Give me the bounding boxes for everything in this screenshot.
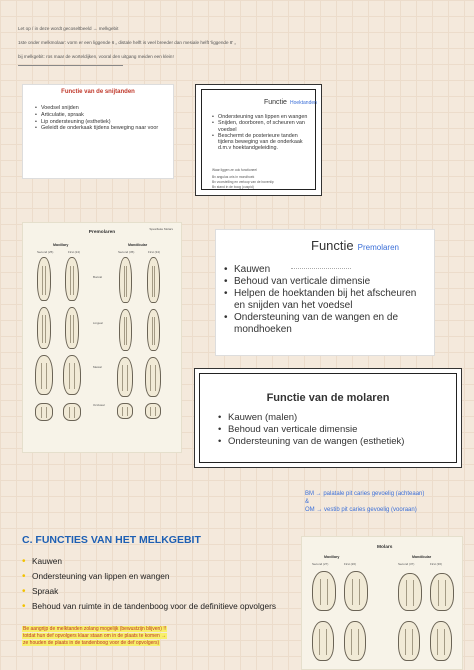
slide-list bbox=[224, 264, 428, 336]
tooth-drawing bbox=[147, 309, 160, 351]
caries-note bbox=[305, 490, 424, 514]
tooth-drawing bbox=[344, 621, 366, 661]
highlight-note: ze houden de plaats in de tandenboog voor de def opvolgers) bbox=[23, 640, 160, 646]
list-item: • Ondersteuning van lippen en wangen bbox=[212, 114, 309, 120]
slide-title bbox=[311, 238, 399, 253]
caries-note-line: OM → vestib pit caries gevoelig (vooraan) bbox=[305, 507, 417, 513]
tooth-drawing bbox=[35, 403, 53, 421]
tooth-drawing bbox=[430, 621, 452, 661]
note-line-3: bij melkgebit: ros maar de worteldijken, vooral den uitgang meiden een klein! bbox=[18, 54, 174, 59]
row-label: Lingual bbox=[93, 321, 103, 325]
list-item: • Behoud van verticale dimensie bbox=[224, 276, 428, 288]
list-item: • Voedsel snijden bbox=[35, 105, 173, 112]
slide-title bbox=[264, 99, 317, 106]
chart-title: Molars bbox=[377, 545, 393, 550]
note-line-2: 1ste onder melkmolaar: vorm er een liggende 6 „ distale helft is veel breeder dan mesiale helft 'liggende 8' „ bbox=[18, 40, 237, 45]
slide-title-accent: Hoektanden bbox=[289, 100, 317, 106]
mandibular-header: Mandibular bbox=[128, 243, 148, 247]
slide-title-text: Functie bbox=[311, 238, 354, 253]
list-item: • Lip ondersteuning (esthetiek) bbox=[35, 119, 173, 126]
column-label: First (34) bbox=[148, 250, 160, 254]
mandibular-header: Mandibular bbox=[412, 555, 432, 559]
tooth-drawing bbox=[117, 357, 133, 397]
tooth-drawing bbox=[147, 257, 160, 303]
slide-frame bbox=[201, 89, 316, 190]
tooth-drawing bbox=[119, 257, 132, 303]
slide-title-text: Functie bbox=[264, 99, 287, 106]
tooth-drawing bbox=[117, 403, 133, 419]
list-item: • Kauwen bbox=[22, 554, 292, 569]
list-item: • Behoud van ruimte in de tandenboog voor de definitieve opvolgers bbox=[22, 599, 292, 614]
slide-list bbox=[212, 114, 309, 152]
list-item: • Ondersteuning van de wangen (esthetiek) bbox=[218, 436, 404, 448]
slide-list bbox=[218, 412, 404, 448]
highlight-note: totdat hun def opvolgers klaar staan om in de plaats te komen → bbox=[23, 633, 167, 639]
section-list bbox=[22, 554, 292, 614]
highlight-note: Be aangrijp de melktanden zolang mogelijk (bewustzijn blijven) !! bbox=[23, 626, 167, 632]
column-label: Second (37) bbox=[398, 562, 415, 566]
column-label: Second (27) bbox=[312, 562, 329, 566]
tooth-drawing bbox=[145, 403, 161, 419]
row-label: Buccal bbox=[93, 275, 103, 279]
small-line: Bv angulus oris in mondhoek bbox=[212, 175, 255, 179]
chart-title: Premolaren bbox=[88, 230, 116, 235]
slide-snijtanden bbox=[22, 84, 174, 179]
small-heading: Waar liggen ze ook functioneel bbox=[212, 168, 257, 172]
list-item: • Ondersteuning van de wangen en de mondhoeken bbox=[224, 312, 428, 336]
slide-list bbox=[35, 105, 173, 132]
maxillary-header: Maxillary bbox=[324, 555, 340, 559]
tooth-drawing bbox=[65, 307, 79, 349]
slide-premolaren bbox=[215, 229, 435, 356]
maxillary-header: Maxillary bbox=[53, 243, 69, 247]
row-label: Mesial bbox=[93, 365, 102, 369]
list-item: • Articulatie, spraak bbox=[35, 112, 173, 119]
small-line: Bv stand in de boog (cuspid) bbox=[212, 185, 254, 189]
tooth-drawing bbox=[398, 621, 420, 661]
divider bbox=[18, 65, 123, 66]
list-item: • Kauwen bbox=[224, 264, 428, 276]
small-line: Bv voorstelling en verloop van de bovenlip bbox=[212, 180, 274, 184]
tooth-drawing bbox=[312, 571, 336, 611]
list-item: • Beschermt de posterieure tanden tijdens beweging van de onderkaak d.m.v hoektandgeleiding. bbox=[212, 133, 309, 152]
slide-title: Functie van de snijtanden bbox=[61, 89, 135, 95]
tooth-drawing bbox=[430, 573, 454, 611]
tooth-drawing bbox=[35, 355, 53, 395]
tooth-drawing bbox=[344, 571, 368, 611]
column-label: Second (25) bbox=[37, 250, 54, 254]
column-label: First (26) bbox=[344, 562, 356, 566]
list-item: • Spraak bbox=[22, 584, 292, 599]
chart-corner-label: Spesifieke Molars bbox=[149, 227, 173, 231]
tooth-drawing bbox=[65, 257, 79, 301]
caries-note-line: & bbox=[305, 499, 310, 505]
slide-frame bbox=[199, 373, 457, 463]
list-item: • Ondersteuning van lippen en wangen bbox=[22, 569, 292, 584]
slide-molaren bbox=[194, 368, 462, 468]
tooth-drawing bbox=[145, 357, 161, 397]
tooth-drawing bbox=[398, 573, 422, 611]
section-heading: C. FUNCTIES VAN HET MELKGEBIT bbox=[22, 534, 201, 546]
list-item: • Geleidt de onderkaak tijdens beweging naar voor bbox=[35, 125, 173, 132]
list-item: • Snijden, doorboren, of scheuren van voedsel bbox=[212, 120, 309, 133]
tooth-drawing bbox=[312, 621, 334, 661]
row-label: Occlusal bbox=[93, 403, 105, 407]
column-label: Second (35) bbox=[118, 250, 135, 254]
slide-title-accent: Premolaren bbox=[357, 243, 399, 252]
slide-hoektanden bbox=[195, 84, 322, 196]
tooth-drawing bbox=[37, 307, 51, 349]
list-item: • Kauwen (malen) bbox=[218, 412, 404, 424]
caries-note-line: BM → palatale pit caries gevoelig (achteaan) bbox=[305, 491, 425, 497]
column-label: First (36) bbox=[430, 562, 442, 566]
premolars-illustration bbox=[22, 222, 182, 453]
list-item: • Behoud van verticale dimensie bbox=[218, 424, 404, 436]
list-item: • Helpen de hoektanden bij het afscheuren en snijden van het voedsel bbox=[224, 288, 428, 312]
slide-title: Functie van de molaren bbox=[266, 392, 390, 404]
tooth-drawing bbox=[119, 309, 132, 351]
column-label: First (24) bbox=[68, 250, 80, 254]
molars-illustration bbox=[301, 536, 463, 670]
note-line-1: Let op / in deze wordt gecoseltbeeld → melkgebit bbox=[18, 26, 119, 31]
section-c bbox=[22, 534, 292, 614]
tooth-drawing bbox=[37, 257, 51, 301]
tooth-drawing bbox=[63, 355, 81, 395]
tooth-drawing bbox=[63, 403, 81, 421]
